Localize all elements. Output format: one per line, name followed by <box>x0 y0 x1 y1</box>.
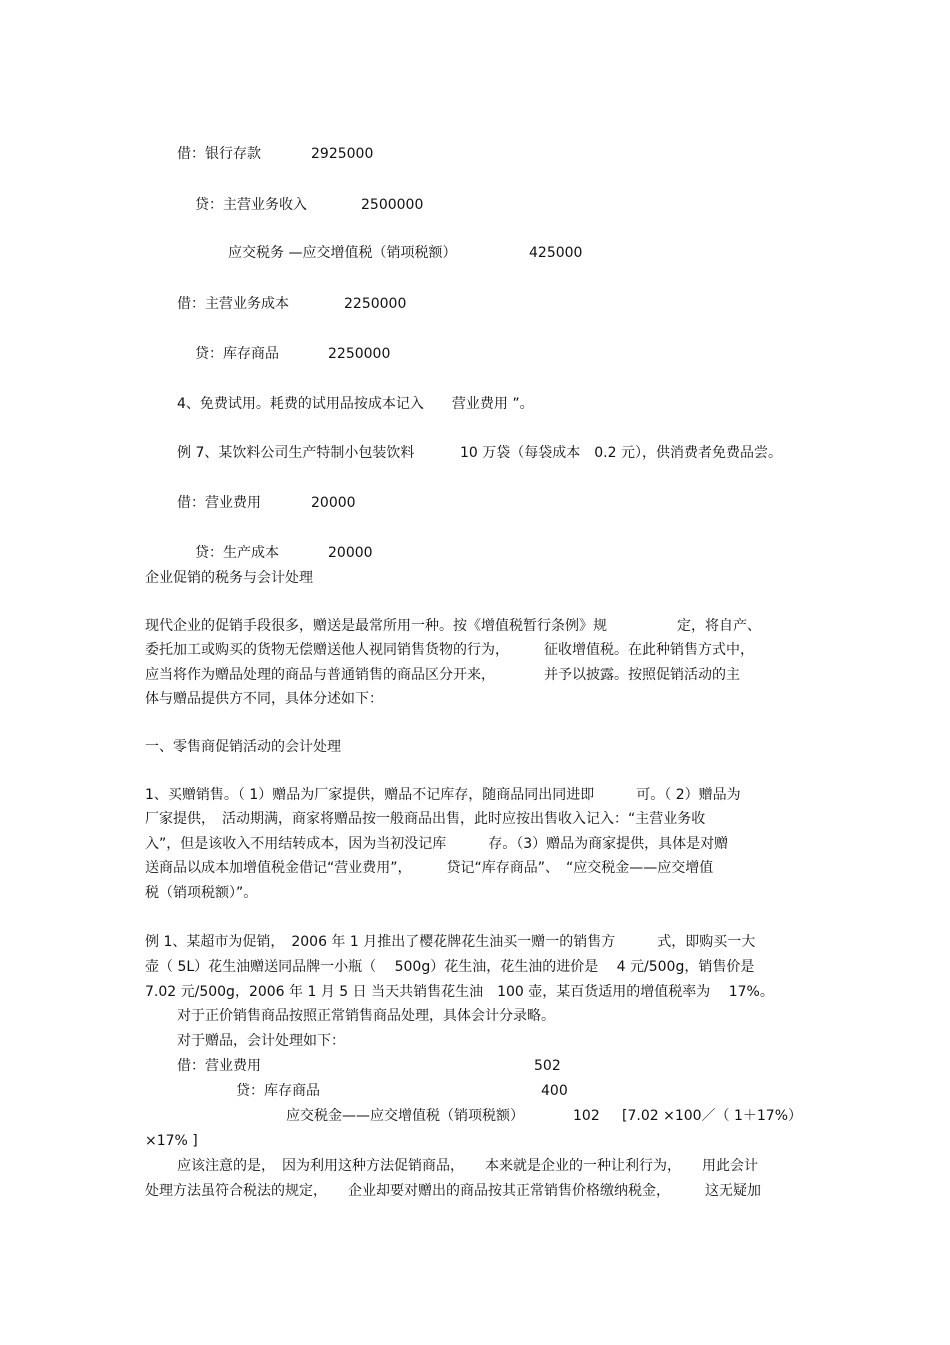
entry-amount: 2250000 <box>344 296 407 312</box>
closing-line: 处理方法虽符合税法的规定， 企业却要对赠出的商品按其正常销售价格缴纳税金， 这无疑加 <box>145 1183 761 1199</box>
intro-line: 委托加工或购买的货物无偿赠送他人视同销售货物的行为， 征收增值税。在此种销售方式中， <box>145 642 754 658</box>
item-4-free-trial: 4、免费试用。耗费的试用品按成本记入 营业费用 ”。 <box>177 396 534 412</box>
entry-amount: 20000 <box>328 545 373 561</box>
intro-line: 应当将作为赠品处理的商品与普通销售的商品区分开来， 并予以披露。按照促销活动的主 <box>145 667 740 683</box>
entry-label: 借：营业费用 <box>177 495 261 511</box>
entry-label: 借：主营业务成本 <box>177 296 289 312</box>
heading-retailer-promotion: 一、零售商促销活动的会计处理 <box>145 739 341 755</box>
example-1-line: 壶（ 5L）花生油赠送同品牌一小瓶（ 500g）花生油，花生油的进价是 4 元/500g，销售价是 <box>145 959 755 975</box>
entry-label: 贷：库存商品 <box>236 1083 320 1099</box>
entry-amount: 2925000 <box>311 146 374 162</box>
entry-note-cont: ×17% ] <box>145 1133 198 1149</box>
entry-amount: 425000 <box>529 245 583 261</box>
entry-amount: 2500000 <box>361 197 424 213</box>
para-line: 入”，但是该收入不用结转成本，因为当初没记库 存。（3）赠品为商家提供，具体是对赠 <box>145 836 729 852</box>
intro-line: 体与赠品提供方不同，具体分述如下： <box>145 691 383 707</box>
entry-amount: 20000 <box>311 495 356 511</box>
para-line: 税（销项税额）”。 <box>145 885 258 901</box>
example-7-prefix: 例 7、某饮料公司生产特制小包装饮料 <box>177 445 415 461</box>
entry-amount: 2250000 <box>328 346 391 362</box>
entry-amount: 502 <box>534 1058 561 1074</box>
example-1-line: 例 1、某超市为促销， 2006 年 1 月推出了樱花牌花生油买一赠一的销售方 式，即购买一大 <box>145 934 756 950</box>
example-1-line: 7.02 元/500g，2006 年 1 月 5 日 当天共销售花生油 100 壶，某百货适用的增值税率为 17%。 <box>145 984 774 1000</box>
entry-label: 应交税金——应交增值税（销项税额） <box>286 1108 524 1124</box>
entry-label: 借：银行存款 <box>177 146 261 162</box>
entry-note: [7.02 ×100／（ 1＋17%） <box>622 1108 803 1124</box>
entry-amount: 102 <box>573 1108 600 1124</box>
para-line: 厂家提供， 活动期满，商家将赠品按一般商品出售，此时应按出售收入记入：“主营业务收 <box>145 811 706 827</box>
entry-label: 应交税务 —应交增值税（销项税额） <box>228 245 457 261</box>
section-title: 企业促销的税务与会计处理 <box>145 570 313 586</box>
entry-label: 贷：生产成本 <box>195 545 279 561</box>
example-1-line: 对于赠品，会计处理如下： <box>177 1033 345 1049</box>
entry-label: 借：营业费用 <box>177 1058 261 1074</box>
entry-amount: 400 <box>541 1083 568 1099</box>
para-line: 1、买赠销售。（ 1）赠品为厂家提供，赠品不记库存，随商品同出同进即 可。（ 2）赠品为 <box>145 787 741 803</box>
example-1-line: 对于正价销售商品按照正常销售商品处理，具体会计分录略。 <box>177 1008 555 1024</box>
entry-label: 贷：主营业务收入 <box>195 197 307 213</box>
para-line: 送商品以成本加增值税金借记“营业费用”， 贷记“库存商品”、 “应交税金——应交增值 <box>145 860 714 876</box>
example-7-suffix: 10 万袋（每袋成本 0.2 元），供消费者免费品尝。 <box>460 445 782 461</box>
intro-line: 现代企业的促销手段很多，赠送是最常所用一种。按《增值税暂行条例》规 定，将自产、 <box>145 618 761 634</box>
closing-line: 应该注意的是， 因为利用这种方法促销商品， 本来就是企业的一种让利行为， 用此会计 <box>177 1158 758 1174</box>
entry-label: 贷：库存商品 <box>195 346 279 362</box>
